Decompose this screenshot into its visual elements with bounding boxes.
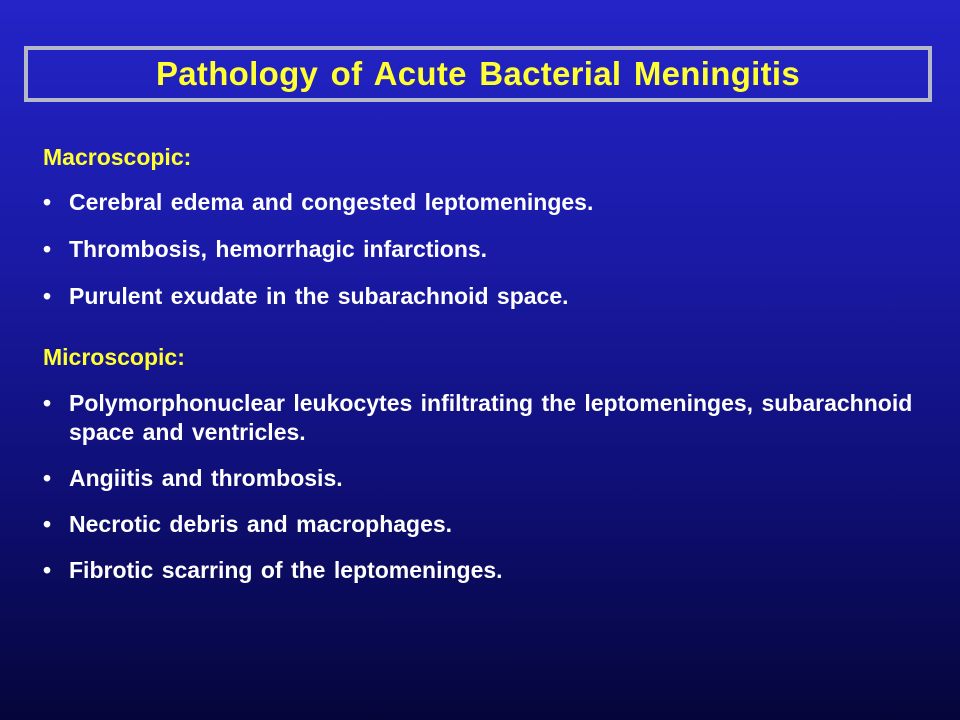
list-item-text: Polymorphonuclear leukocytes infiltrating the leptomeninges, subarachnoid space and ventricles. <box>69 390 913 445</box>
list-item-text: Angiitis and thrombosis. <box>69 465 343 491</box>
bullet-icon: • <box>43 189 52 215</box>
list-item <box>43 510 933 539</box>
section-heading-macroscopic: Macroscopic: <box>43 144 192 170</box>
title-box <box>24 46 932 102</box>
slide-title: Pathology of Acute Bacterial Meningitis <box>155 55 801 92</box>
list-item-text: Cerebral edema and congested leptomeninges. <box>69 189 594 215</box>
list-item <box>43 188 933 217</box>
bullet-icon: • <box>43 465 52 491</box>
list-item-text: Fibrotic scarring of the leptomeninges. <box>69 557 503 583</box>
bullet-icon: • <box>43 390 52 416</box>
list-item <box>43 235 933 264</box>
bullet-icon: • <box>43 283 52 309</box>
section-macroscopic <box>43 143 933 329</box>
bullet-list-microscopic <box>43 389 933 585</box>
list-item <box>43 464 933 493</box>
list-item <box>43 389 933 447</box>
list-item <box>43 282 933 311</box>
section-microscopic <box>43 343 933 602</box>
list-item-text: Thrombosis, hemorrhagic infarctions. <box>69 236 488 262</box>
bullet-list-macroscopic <box>43 188 933 311</box>
bullet-icon: • <box>43 511 52 537</box>
list-item <box>43 556 933 585</box>
bullet-icon: • <box>43 236 52 262</box>
section-heading-microscopic: Microscopic: <box>43 344 185 370</box>
list-item-text: Necrotic debris and macrophages. <box>69 511 453 537</box>
list-item-text: Purulent exudate in the subarachnoid space. <box>69 283 569 309</box>
bullet-icon: • <box>43 557 52 583</box>
